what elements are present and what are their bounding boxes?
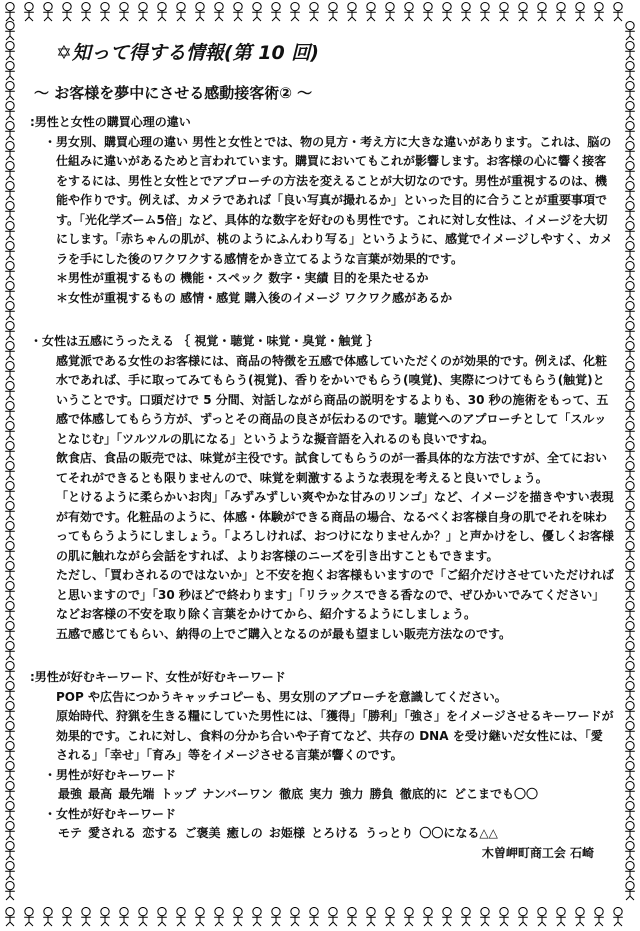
border-figure-icon <box>556 2 566 21</box>
border-figure-icon <box>5 701 15 720</box>
border-figure-icon <box>214 907 224 926</box>
border-figure-icon <box>625 41 635 60</box>
border-figure-icon <box>5 541 15 560</box>
border-figure-icon <box>5 221 15 240</box>
border-figure-icon <box>5 907 15 926</box>
page-subtitle: ～ お客様を夢中にさせる感動接客術② ～ <box>34 84 313 102</box>
border-figure-icon <box>625 341 635 360</box>
border-figure-icon <box>625 681 635 700</box>
section-gender-psychology <box>28 113 614 308</box>
border-figure-icon <box>625 581 635 600</box>
border-figure-icon <box>575 907 585 926</box>
border-figure-icon <box>625 441 635 460</box>
border-figure-icon <box>81 2 91 21</box>
border-figure-icon <box>347 907 357 926</box>
border-figure-icon <box>537 907 547 926</box>
border-figure-icon <box>43 907 53 926</box>
border-figure-icon <box>5 721 15 740</box>
border-figure-icon <box>625 301 635 320</box>
border-figure-icon <box>625 21 635 40</box>
border-figure-icon <box>5 381 15 400</box>
border-figure-icon <box>5 801 15 820</box>
border-figure-icon <box>5 441 15 460</box>
border-figure-icon <box>138 907 148 926</box>
border-figure-icon <box>625 181 635 200</box>
border-figure-icon <box>5 141 15 160</box>
border-figure-icon <box>625 481 635 500</box>
subheading: ・女性が好むキーワード <box>44 806 177 821</box>
border-figure-icon <box>5 21 15 40</box>
border-figure-icon <box>625 221 635 240</box>
border-figure-icon <box>328 2 338 21</box>
border-figure-icon <box>271 907 281 926</box>
border-figure-icon <box>214 2 224 21</box>
border-figure-icon <box>625 881 635 900</box>
page-title: ✡知って得する情報(第 10 回) <box>56 42 319 64</box>
border-figure-icon <box>625 121 635 140</box>
border-figure-icon <box>5 821 15 840</box>
border-figure-icon <box>625 361 635 380</box>
border-figure-icon <box>5 2 15 21</box>
border-figure-icon <box>5 561 15 580</box>
border-figure-icon <box>625 161 635 180</box>
border-figure-icon <box>5 181 15 200</box>
border-figure-icon <box>625 421 635 440</box>
border-figure-icon <box>625 801 635 820</box>
decorative-border-right <box>620 0 640 931</box>
border-figure-icon <box>157 2 167 21</box>
border-figure-icon <box>480 907 490 926</box>
border-figure-icon <box>5 41 15 60</box>
border-figure-icon <box>461 907 471 926</box>
border-figure-icon <box>625 461 635 480</box>
border-figure-icon <box>366 2 376 21</box>
border-figure-icon <box>423 907 433 926</box>
paragraph: ・男女別、購買心理の違い 男性と女性とでは、物の見方・考え方に大きな違いがあります。これは、脳の仕組みに違いがあるためと言われています。購買においてもこれが影響します。お客様の心に響く接客をするには、男性と女性とでアプローチの方法を変えることが大切なのです。男性が重視するのは、機能や作りです。例えば、カメラであれば「良い写真が撮れるか」といった目的に合うことが重要事項です。「光化学ズーム5倍」など、具体的な数字を好むのも男性です。これに対し女性は、イメージを大切にします。「赤ちゃんの肌が、桃のようにふんわり写る」というように、感覚でイメージしやすく、カメラを手にした後のワクワクする感情をかき立てるような言葉が効果的です。 <box>44 134 613 266</box>
border-figure-icon <box>233 2 243 21</box>
border-figure-icon <box>625 281 635 300</box>
border-figure-icon <box>5 621 15 640</box>
border-figure-icon <box>5 361 15 380</box>
border-figure-icon <box>138 2 148 21</box>
border-figure-icon <box>309 2 319 21</box>
border-figure-icon <box>625 621 635 640</box>
border-figure-icon <box>442 907 452 926</box>
section-five-senses <box>28 332 614 644</box>
border-figure-icon <box>499 2 509 21</box>
border-figure-icon <box>625 541 635 560</box>
border-figure-icon <box>5 421 15 440</box>
border-figure-icon <box>5 681 15 700</box>
border-figure-icon <box>594 2 604 21</box>
border-figure-icon <box>461 2 471 21</box>
border-figure-icon <box>157 907 167 926</box>
border-figure-icon <box>366 907 376 926</box>
border-figure-icon <box>625 821 635 840</box>
border-figure-icon <box>625 741 635 760</box>
border-figure-icon <box>271 2 281 21</box>
border-figure-icon <box>625 721 635 740</box>
border-figure-icon <box>290 2 300 21</box>
border-figure-icon <box>518 2 528 21</box>
border-figure-icon <box>613 907 623 926</box>
border-figure-icon <box>625 661 635 680</box>
paragraph: 「とけるように柔らかいお肉」「みずみずしい爽やかな甘みのリンゴ」など、イメージを描きやすい表現が有効です。化粧品のように、体感・体験ができる商品の場合、なるべくお客様自身の肌でそれを味わってもらうようにしましょう。「よろしければ、おつけになりませんか？」と声かけをし、優しくお客様の肌に触れながら会話をすれば、よりお客様のニーズを引き出すこともできます。 <box>56 490 614 563</box>
border-figure-icon <box>5 861 15 880</box>
border-figure-icon <box>625 201 635 220</box>
border-figure-icon <box>594 907 604 926</box>
border-figure-icon <box>442 2 452 21</box>
border-figure-icon <box>176 2 186 21</box>
border-figure-icon <box>5 841 15 860</box>
border-figure-icon <box>176 907 186 926</box>
border-figure-icon <box>5 341 15 360</box>
decorative-border-left <box>0 0 20 931</box>
border-figure-icon <box>625 61 635 80</box>
border-figure-icon <box>480 2 490 21</box>
section-heading: :男性が好むキーワード、女性が好むキーワード <box>30 670 286 684</box>
border-figure-icon <box>5 501 15 520</box>
paragraph: POP や広告につかうキャッチコピーも、男女別のアプローチを意識してください。 <box>56 689 507 704</box>
border-figure-icon <box>625 561 635 580</box>
border-figure-icon <box>5 101 15 120</box>
border-figure-icon <box>5 61 15 80</box>
border-figure-icon <box>625 261 635 280</box>
list-item: ＊男性が重視するもの 機能・スペック 数字・実績 目的を果たせるか <box>56 271 429 285</box>
border-figure-icon <box>556 907 566 926</box>
border-figure-icon <box>499 907 509 926</box>
border-figure-icon <box>5 281 15 300</box>
border-figure-icon <box>5 301 15 320</box>
document-body <box>28 34 614 863</box>
border-figure-icon <box>233 907 243 926</box>
border-figure-icon <box>62 2 72 21</box>
decorative-border-top <box>0 0 640 24</box>
border-figure-icon <box>625 521 635 540</box>
border-figure-icon <box>625 241 635 260</box>
border-figure-icon <box>5 881 15 900</box>
border-figure-icon <box>5 401 15 420</box>
border-figure-icon <box>100 2 110 21</box>
border-figure-icon <box>5 521 15 540</box>
border-figure-icon <box>195 2 205 21</box>
border-figure-icon <box>5 741 15 760</box>
paragraph: ただし、「買わされるのではないか」と不安を抱くお客様もいますので「ご紹介だけさせていただければと思いますので」「30 秒ほどで終わります」「リラックスできる香なので、ぜひかいでみてください」などお客様の不安を取り除く言葉をかけてから、紹介するようにしましょう。 <box>56 568 615 621</box>
section-keywords <box>28 668 614 863</box>
border-figure-icon <box>423 2 433 21</box>
section-heading: :男性と女性の購買心理の違い <box>30 115 191 129</box>
border-figure-icon <box>625 601 635 620</box>
border-figure-icon <box>24 907 34 926</box>
border-figure-icon <box>252 907 262 926</box>
border-figure-icon <box>5 161 15 180</box>
border-figure-icon <box>5 481 15 500</box>
border-figure-icon <box>5 781 15 800</box>
border-figure-icon <box>347 2 357 21</box>
border-figure-icon <box>5 241 15 260</box>
border-figure-icon <box>625 321 635 340</box>
border-figure-icon <box>625 761 635 780</box>
border-figure-icon <box>309 907 319 926</box>
border-figure-icon <box>625 701 635 720</box>
border-figure-icon <box>575 2 585 21</box>
paragraph: 飲食店、食品の販売では、味覚が主役です。試食してもらうのが一番具体的な方法ですが、全てにおいてそれができるとも限りませんので、味覚を刺激するような表現を考えると良いでしょう。 <box>56 451 608 485</box>
border-figure-icon <box>328 907 338 926</box>
signature: 木曽岬町商工会 石崎 <box>481 845 594 860</box>
border-figure-icon <box>613 2 623 21</box>
border-figure-icon <box>100 907 110 926</box>
border-figure-icon <box>5 121 15 140</box>
border-figure-icon <box>43 2 53 21</box>
border-figure-icon <box>81 907 91 926</box>
border-figure-icon <box>385 2 395 21</box>
border-figure-icon <box>625 101 635 120</box>
paragraph: 原始時代、狩猟を生きる糧にしていた男性には、「獲得」「勝利」「強さ」をイメージさせるキーワードが効果的です。これに対し、食料の分かち合いや子育てなど、共存の DNA を受け継いだ女性には、「愛される」「幸せ」「育み」等をイメージさせる言葉が響くのです。 <box>56 709 614 762</box>
section-heading: ・女性は五感にうったえる ｛ 視覚・聴覚・味覚・臭覚・触覚 ｝ <box>30 334 379 348</box>
border-figure-icon <box>24 2 34 21</box>
list-item: ＊女性が重視するもの 感情・感覚 購入後のイメージ ワクワク感があるか <box>56 290 453 305</box>
border-figure-icon <box>119 907 129 926</box>
border-figure-icon <box>404 2 414 21</box>
border-figure-icon <box>5 761 15 780</box>
paragraph: 感覚派である女性のお客様には、商品の特徴を五感で体感していただくのが効果的です。例えば、化粧水であれば、手に取ってみてもらう(視覚)、香りをかいでもらう(嗅覚)、実際につけてもらう(触覚)ということです。口頭だけで 5 分間、対話しながら商品の説明をするよりも、30 秒の施術をもって、五感で体感してもらう方が、ずっとその商品の良さが伝わるのです。聴覚へのアプローチとして「スルッとなじむ」「ツルツルの肌になる」というような擬音語を入れるのも良いですね。 <box>56 353 609 446</box>
border-figure-icon <box>5 321 15 340</box>
border-figure-icon <box>625 501 635 520</box>
border-figure-icon <box>625 81 635 100</box>
border-figure-icon <box>5 601 15 620</box>
paragraph: 五感で感じてもらい、納得の上でご購入となるのが最も望ましい販売方法なのです。 <box>56 626 512 641</box>
keyword-list: モテ 愛される 恋する ご褒美 癒しの お姫様 とろける うっとり 〇〇になる△△ <box>58 826 498 840</box>
border-figure-icon <box>5 661 15 680</box>
keyword-list: 最強 最高 最先端 トップ ナンバーワン 徹底 実力 強力 勝負 徹底的に どこまでも〇〇 <box>58 787 538 801</box>
border-figure-icon <box>625 861 635 880</box>
border-figure-icon <box>625 381 635 400</box>
border-figure-icon <box>625 841 635 860</box>
border-figure-icon <box>625 401 635 420</box>
border-figure-icon <box>625 781 635 800</box>
border-figure-icon <box>252 2 262 21</box>
border-figure-icon <box>518 907 528 926</box>
border-figure-icon <box>5 81 15 100</box>
border-figure-icon <box>62 907 72 926</box>
border-figure-icon <box>119 2 129 21</box>
border-figure-icon <box>5 201 15 220</box>
border-figure-icon <box>195 907 205 926</box>
border-figure-icon <box>385 907 395 926</box>
border-figure-icon <box>625 641 635 660</box>
border-figure-icon <box>404 907 414 926</box>
decorative-border-bottom <box>0 907 640 931</box>
border-figure-icon <box>5 261 15 280</box>
border-figure-icon <box>290 907 300 926</box>
border-figure-icon <box>5 461 15 480</box>
border-figure-icon <box>625 141 635 160</box>
subheading: ・男性が好むキーワード <box>44 767 177 782</box>
border-figure-icon <box>537 2 547 21</box>
border-figure-icon <box>5 641 15 660</box>
border-figure-icon <box>5 581 15 600</box>
